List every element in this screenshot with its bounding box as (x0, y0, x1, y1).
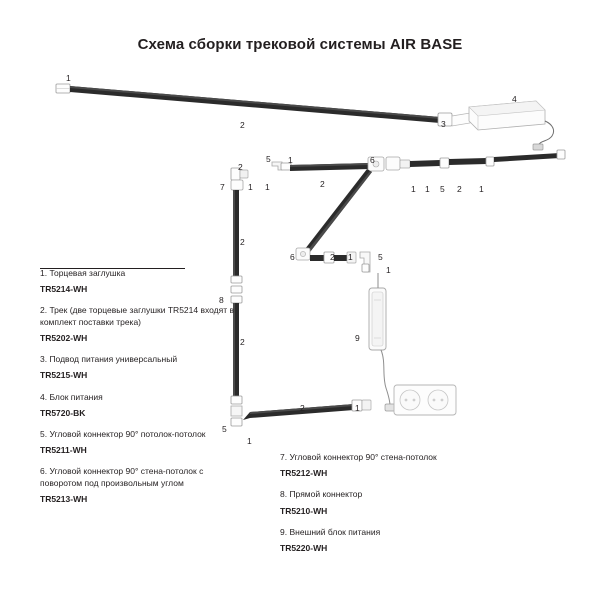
legend-item-description: 8. Прямой коннектор (280, 489, 363, 500)
legend-item (280, 527, 510, 554)
callout-number: 2 (240, 120, 245, 130)
top-track-run (56, 84, 440, 123)
legend-item-description: 1. Торцевая заглушка (40, 268, 126, 278)
callout-number: 5 (266, 154, 271, 164)
power-feed-and-supply (438, 101, 554, 150)
legend-item-code: TR5210-WH (280, 505, 328, 516)
legend-item-code: TR5202-WH (40, 332, 88, 343)
legend-item (280, 489, 510, 516)
upper-middle-track-run (231, 150, 565, 180)
callout-number: 5 (222, 424, 227, 434)
legend-item-description: 5. Угловой коннектор 90° потолок-потолок (40, 428, 206, 439)
callout-number: 1 (411, 184, 416, 194)
callout-number: 4 (512, 94, 517, 104)
legend-item (40, 305, 235, 344)
legend-item (40, 466, 235, 505)
legend-item-code: TR5213-WH (40, 493, 88, 504)
legend-item-code: TR5212-WH (280, 468, 328, 479)
legend-item-description: 2. Трек (две торцевые заглушки TR5214 входят в комплект поставки трека) (40, 305, 235, 327)
callout-number: 2 (320, 179, 325, 189)
legend-column-right (280, 452, 510, 564)
callout-number: 9 (355, 333, 360, 343)
callout-number: 2 (240, 337, 245, 347)
callout-number: 6 (370, 155, 375, 165)
legend-item (40, 429, 235, 456)
external-driver-and-socket (369, 273, 456, 415)
callout-number: 1 (479, 184, 484, 194)
callout-number: 3 (441, 119, 446, 129)
callout-number: 1 (386, 265, 391, 275)
callout-number: 5 (378, 252, 383, 262)
callout-number: 8 (219, 295, 224, 305)
callout-number: 2 (238, 162, 243, 172)
legend-item-code: TR5214-WH (40, 284, 88, 295)
callout-number: 1 (288, 155, 293, 165)
diagonal-track-run (296, 169, 372, 260)
callout-number: 2 (457, 184, 462, 194)
callout-number: 1 (66, 73, 71, 83)
callout-number: 6 (290, 252, 295, 262)
legend-column-left (40, 268, 235, 515)
legend-item (280, 452, 510, 479)
legend-item-description: 7. Угловой коннектор 90° стена-потолок (280, 452, 437, 462)
callout-number: 1 (355, 403, 360, 413)
legend-item-description: 9. Внешний блок питания (280, 526, 381, 537)
callout-number: 7 (220, 182, 225, 192)
callout-number: 2 (300, 403, 305, 413)
callout-number: 1 (425, 184, 430, 194)
callout-number: 2 (240, 237, 245, 247)
legend-item-code: TR5215-WH (40, 370, 88, 381)
callout-number: 1 (248, 182, 253, 192)
callout-number: 1 (265, 182, 270, 192)
legend-item-description: 4. Блок питания (40, 391, 103, 402)
legend-item-code: TR5211-WH (40, 445, 87, 456)
legend-item-code: TR5220-WH (280, 543, 328, 554)
callout-number: 5 (440, 184, 445, 194)
legend-item (40, 392, 235, 419)
legend-item-code: TR5720-BK (40, 407, 86, 418)
bottom-track-run (243, 400, 371, 420)
callout-number: 2 (330, 252, 335, 262)
page-title: Схема сборки трековой системы AIR BASE (137, 36, 463, 53)
legend-item-description: 6. Угловой коннектор 90° стена-потолок с поворотом под произвольным углом (40, 466, 204, 488)
legend-item-description: 3. Подвод питания универсальный (40, 354, 178, 365)
callout-number: 1 (348, 252, 353, 262)
middle-short-track-run (310, 252, 370, 272)
legend-item (40, 354, 235, 381)
callout-number: 1 (247, 436, 252, 446)
legend-item (40, 268, 235, 295)
